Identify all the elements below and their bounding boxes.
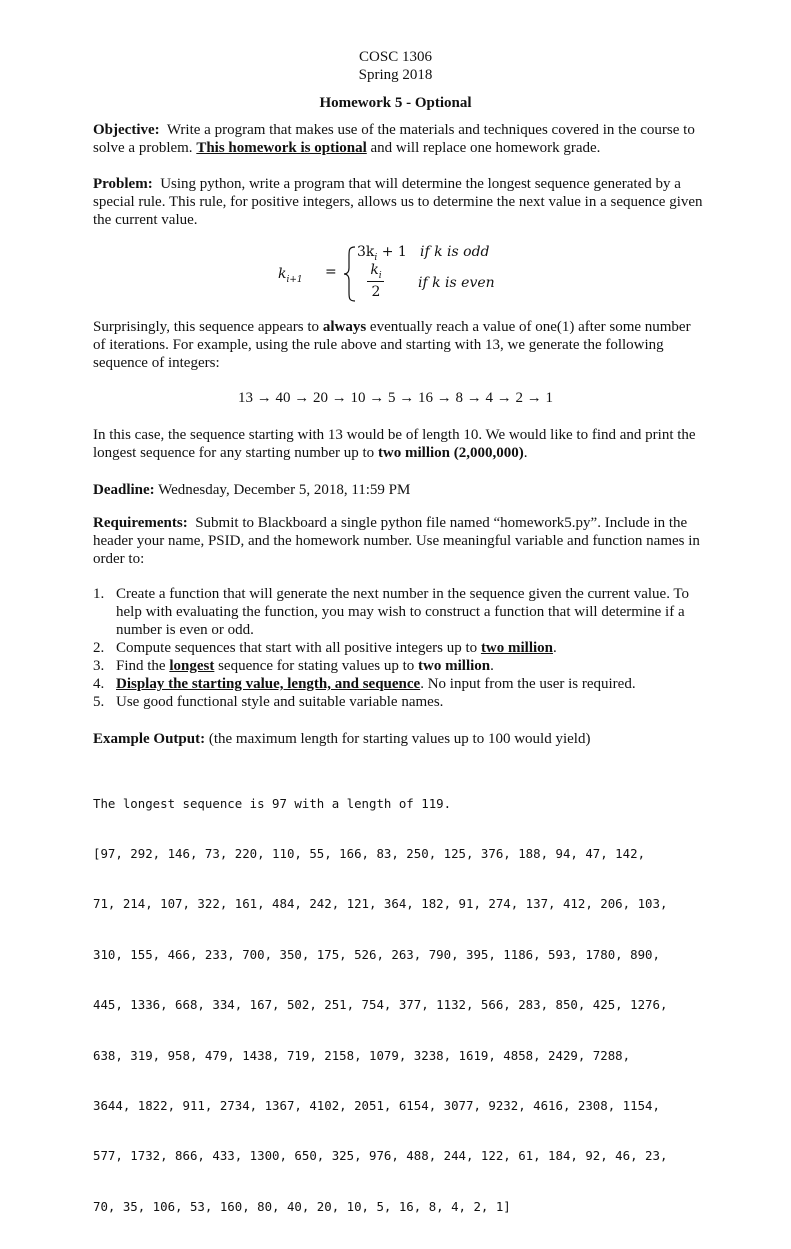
list-number: 1.	[93, 586, 105, 602]
example-output-label: Example Output:	[93, 731, 206, 747]
problem-text: Using python, write a program that will determine the longest sequence generated by a special rule. This rule, for positive integers, allows us to determine the next value in a sequence given the current value.	[93, 176, 703, 228]
list-item-emphasis: longest	[169, 658, 215, 674]
list-item-text: Find the	[116, 658, 166, 674]
list-number: 3.	[93, 658, 105, 674]
program-output	[93, 762, 713, 1249]
surprise-paragraph	[93, 318, 703, 372]
list-item-text: . No input from the user is required.	[420, 676, 636, 692]
list-item-bold: two million	[418, 658, 491, 674]
requirements-label: Requirements:	[93, 515, 188, 531]
output-line: 310, 155, 466, 233, 700, 350, 175, 526, 263, 790, 395, 1186, 593, 1780, 890,	[93, 946, 660, 962]
requirements-paragraph	[93, 514, 703, 568]
brace-icon	[343, 246, 357, 302]
deadline-date: Wednesday, December 5, 2018, 11:59 PM	[158, 482, 411, 498]
output-line: 70, 35, 106, 53, 160, 80, 40, 20, 10, 5, 16, 8, 4, 2, 1]	[93, 1198, 511, 1214]
list-item-text: sequence for stating values up to	[218, 658, 415, 674]
term: Spring 2018	[358, 67, 433, 83]
list-number: 2.	[93, 640, 105, 656]
deadline-paragraph	[93, 481, 703, 499]
homework-title: Homework 5 - Optional	[319, 95, 472, 111]
list-item	[93, 585, 703, 639]
list-number: 4.	[93, 676, 105, 692]
list-item-period: .	[490, 658, 494, 674]
requirements-text: Submit to Blackboard a single python file named “homework5.py”. Include in the header your name, PSID, and the homework number. Use meaningful variable and function names in order to:	[93, 515, 700, 567]
problem-paragraph	[93, 175, 703, 229]
case-text: In this case, the sequence starting with 13 would be of length 10. We would like to find and print the longest sequence for any starting number up to	[93, 427, 696, 461]
list-item	[93, 639, 703, 657]
formula-lhs: $k_{i+1}$	[278, 266, 303, 285]
list-item-emphasis: Display the starting value, length, and sequence	[116, 676, 421, 692]
list-number: 5.	[93, 694, 105, 710]
two-million-emphasis: two million (2,000,000)	[377, 445, 524, 461]
formula-case1-expr: $3k_i + 1$	[357, 244, 407, 263]
deadline-label: Deadline:	[93, 482, 155, 498]
problem-label: Problem:	[93, 176, 153, 192]
formula-case2-denominator: 2	[371, 284, 381, 300]
list-item-emphasis: two million	[480, 640, 554, 656]
objective-text-end: and will replace one homework grade.	[370, 140, 601, 156]
requirements-list	[93, 585, 703, 711]
list-item-text: Compute sequences that start with all positive integers up to	[116, 640, 478, 656]
surprise-text: Surprisingly, this sequence appears to	[93, 319, 320, 335]
formula-case2-numerator: $k_i$	[370, 262, 382, 281]
output-line: 445, 1336, 668, 334, 167, 502, 251, 754, 377, 1132, 566, 283, 850, 425, 1276,	[93, 997, 668, 1013]
fraction-bar	[367, 281, 384, 282]
list-item	[93, 675, 703, 693]
formula-equals: =	[325, 264, 337, 280]
optional-note: This homework is optional	[196, 140, 367, 156]
objective-label: Objective:	[93, 122, 160, 138]
list-item	[93, 657, 703, 675]
list-item	[93, 693, 703, 711]
example-sequence: 13 → 40 → 20 → 10 → 5 → 16 → 8 → 4 → 2 → 1	[238, 390, 553, 406]
list-item-text: Create a function that will generate the next number in the sequence given the current value. To help with evaluating the function, you may wish to construct a function that will determine if a number is even or odd.	[116, 586, 690, 638]
output-line: 638, 319, 958, 479, 1438, 719, 2158, 1079, 3238, 1619, 4858, 2429, 7288,	[93, 1047, 631, 1063]
objective-paragraph	[93, 121, 703, 157]
course-title: COSC 1306	[359, 49, 432, 65]
list-item-period: .	[553, 640, 557, 656]
output-line: 71, 214, 107, 322, 161, 484, 242, 121, 364, 182, 91, 274, 137, 412, 206, 103,	[93, 896, 668, 912]
case-paragraph	[93, 426, 703, 462]
example-output-heading	[93, 730, 703, 748]
output-line: The longest sequence is 97 with a length of 119.	[93, 795, 452, 811]
formula-case2-condition: if k is even	[418, 275, 495, 291]
formula-case1-condition: if k is odd	[420, 244, 490, 260]
example-output-note: (the maximum length for starting values up to 100 would yield)	[208, 731, 591, 747]
list-item-text: Use good functional style and suitable variable names.	[116, 694, 444, 710]
always-emphasis: always	[322, 319, 367, 335]
objective-text: Write a program that makes use of the materials and techniques covered in the course to solve a problem.	[93, 122, 695, 156]
output-line: 577, 1732, 866, 433, 1300, 650, 325, 976, 488, 244, 122, 61, 184, 92, 46, 23,	[93, 1148, 668, 1164]
output-line: 3644, 1822, 911, 2734, 1367, 4102, 2051, 6154, 3077, 9232, 4616, 2308, 1154,	[93, 1097, 660, 1113]
output-line: [97, 292, 146, 73, 220, 110, 55, 166, 83, 250, 125, 376, 188, 94, 47, 142,	[93, 845, 646, 861]
case-period: .	[523, 445, 528, 461]
surprise-text-end: eventually reach a value of one(1) after some number of iterations. For example, using the rule above and starting with 13, we generate the following sequence of integers:	[93, 319, 691, 371]
